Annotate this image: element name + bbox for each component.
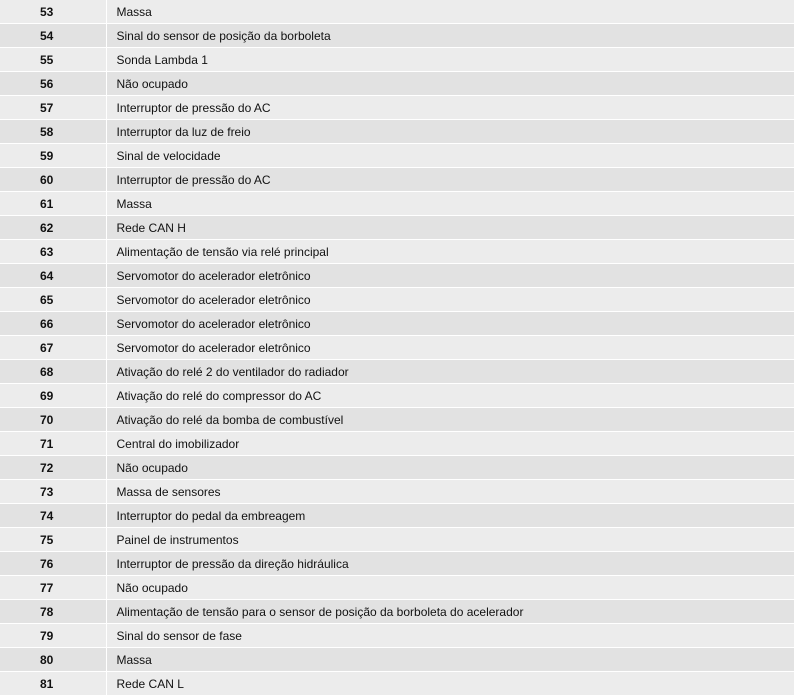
- table-row: [0, 672, 794, 696]
- pin-description: Painel de instrumentos: [106, 528, 794, 552]
- table-row: [0, 240, 794, 264]
- table-row: [0, 504, 794, 528]
- pin-description: Alimentação de tensão via relé principal: [106, 240, 794, 264]
- pin-number: 59: [0, 144, 106, 168]
- table-row: [0, 576, 794, 600]
- table-row: [0, 432, 794, 456]
- pin-number: 73: [0, 480, 106, 504]
- pin-number: 76: [0, 552, 106, 576]
- table-row: [0, 288, 794, 312]
- pin-description: Não ocupado: [106, 576, 794, 600]
- pin-description: Central do imobilizador: [106, 432, 794, 456]
- pin-number: 70: [0, 408, 106, 432]
- table-row: [0, 456, 794, 480]
- pin-number: 72: [0, 456, 106, 480]
- pin-description: Massa: [106, 0, 794, 24]
- table-row: [0, 96, 794, 120]
- pin-number: 67: [0, 336, 106, 360]
- table-row: [0, 24, 794, 48]
- table-row: [0, 360, 794, 384]
- pin-number: 79: [0, 624, 106, 648]
- pin-description: Sinal do sensor de fase: [106, 624, 794, 648]
- table-row: [0, 192, 794, 216]
- pin-number: 60: [0, 168, 106, 192]
- pin-description: Sinal de velocidade: [106, 144, 794, 168]
- pin-number: 56: [0, 72, 106, 96]
- pin-number: 53: [0, 0, 106, 24]
- table-row: [0, 336, 794, 360]
- pin-number: 63: [0, 240, 106, 264]
- table-row: [0, 312, 794, 336]
- pin-description: Rede CAN L: [106, 672, 794, 696]
- pin-number: 80: [0, 648, 106, 672]
- table-row: [0, 648, 794, 672]
- pin-description: Interruptor de pressão do AC: [106, 168, 794, 192]
- pin-description: Ativação do relé do compressor do AC: [106, 384, 794, 408]
- table-row: [0, 120, 794, 144]
- pin-number: 65: [0, 288, 106, 312]
- table-row: [0, 528, 794, 552]
- pin-description: Servomotor do acelerador eletrônico: [106, 336, 794, 360]
- table-row: [0, 0, 794, 24]
- table-row: [0, 480, 794, 504]
- pin-description: Massa de sensores: [106, 480, 794, 504]
- pin-number: 57: [0, 96, 106, 120]
- table-row: [0, 216, 794, 240]
- table-row: [0, 624, 794, 648]
- table-row: [0, 552, 794, 576]
- table-row: [0, 408, 794, 432]
- pin-number: 78: [0, 600, 106, 624]
- table-row: [0, 264, 794, 288]
- pin-number: 66: [0, 312, 106, 336]
- pin-description: Massa: [106, 648, 794, 672]
- pin-description: Massa: [106, 192, 794, 216]
- pin-number: 74: [0, 504, 106, 528]
- pin-number: 54: [0, 24, 106, 48]
- pin-description: Interruptor do pedal da embreagem: [106, 504, 794, 528]
- pin-description: Servomotor do acelerador eletrônico: [106, 264, 794, 288]
- pin-description: Sinal do sensor de posição da borboleta: [106, 24, 794, 48]
- table-row: [0, 168, 794, 192]
- pin-number: 71: [0, 432, 106, 456]
- pin-number: 61: [0, 192, 106, 216]
- pin-number: 77: [0, 576, 106, 600]
- pin-description: Servomotor do acelerador eletrônico: [106, 288, 794, 312]
- pin-description: Interruptor de pressão do AC: [106, 96, 794, 120]
- pin-number: 58: [0, 120, 106, 144]
- pin-description: Rede CAN H: [106, 216, 794, 240]
- pin-number: 75: [0, 528, 106, 552]
- pin-description: Servomotor do acelerador eletrônico: [106, 312, 794, 336]
- pin-description: Ativação do relé 2 do ventilador do radiador: [106, 360, 794, 384]
- pin-number: 81: [0, 672, 106, 696]
- pin-description: Não ocupado: [106, 456, 794, 480]
- pin-description: Sonda Lambda 1: [106, 48, 794, 72]
- pin-description: Alimentação de tensão para o sensor de posição da borboleta do acelerador: [106, 600, 794, 624]
- pin-number: 62: [0, 216, 106, 240]
- pin-number: 64: [0, 264, 106, 288]
- table-row: [0, 144, 794, 168]
- table-row: [0, 48, 794, 72]
- table-row: [0, 384, 794, 408]
- pin-description: Interruptor da luz de freio: [106, 120, 794, 144]
- table-row: [0, 600, 794, 624]
- pin-description: Ativação do relé da bomba de combustível: [106, 408, 794, 432]
- pin-description: Não ocupado: [106, 72, 794, 96]
- pin-number: 69: [0, 384, 106, 408]
- pin-description: Interruptor de pressão da direção hidráulica: [106, 552, 794, 576]
- table-row: [0, 72, 794, 96]
- pin-number: 55: [0, 48, 106, 72]
- pin-number: 68: [0, 360, 106, 384]
